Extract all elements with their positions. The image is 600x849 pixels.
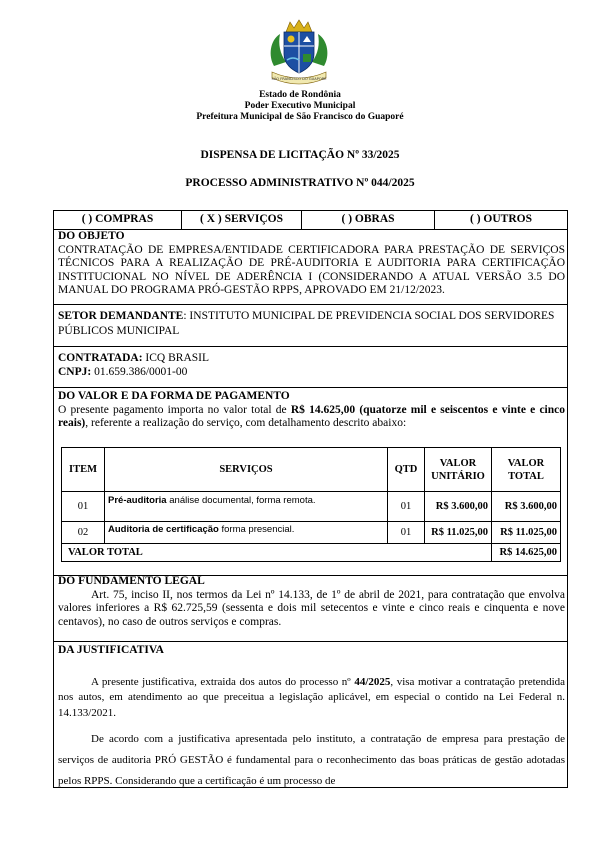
- cnpj-label: CNPJ:: [58, 365, 92, 378]
- cell-total: R$ 11.025,00: [492, 522, 561, 544]
- cell-qtd: 01: [388, 492, 425, 522]
- setor-label: SETOR DEMANDANTE: [58, 310, 184, 322]
- col-qtd-header: QTD: [388, 448, 425, 492]
- col-total-header: VALOR TOTAL: [492, 448, 561, 492]
- divider: [54, 346, 567, 347]
- option-compras: ( ) COMPRAS: [54, 211, 182, 230]
- fundamento-heading: DO FUNDAMENTO LEGAL: [58, 575, 205, 587]
- setor-value: : INSTITUTO MUNICIPAL DE PREVIDENCIA SOCIAL DOS SERVIDORES PÚBLICOS MUNICIPAL: [58, 310, 555, 337]
- objeto-section: [58, 230, 565, 298]
- cell-item: 01: [62, 492, 105, 522]
- power-line: Poder Executivo Municipal: [244, 101, 356, 111]
- valor-heading: DO VALOR E DA FORMA DE PAGAMENTO: [58, 390, 290, 402]
- contratada-label: CONTRATADA:: [58, 352, 143, 364]
- valor-text-a: O presente pagamento importa no valor total de: [58, 403, 291, 416]
- justificativa-p2: De acordo com a justificativa apresentada pelo instituto, a contratação de empresa para prestação de serviços de auditoria PRÓ GESTÃO é fundamental para o reconhecimento das boas práticas de gestão adotadas pelos RPPS. Considerando que a certificação é um processo de: [58, 733, 565, 787]
- valor-section: [58, 390, 565, 431]
- p1-process-number: 44/2025: [354, 675, 391, 688]
- setor-section: [58, 309, 565, 339]
- table-row: [62, 522, 561, 544]
- objeto-heading: DO OBJETO: [58, 230, 125, 242]
- cell-qtd: 01: [388, 522, 425, 544]
- valor-text-c: , referente a realização do serviço, com detalhamento descrito abaixo:: [85, 417, 407, 429]
- service-desc: análise documental, forma remota.: [166, 495, 316, 506]
- divider: [54, 641, 567, 642]
- contratada-section: [58, 352, 565, 379]
- document-frame: [53, 210, 568, 788]
- option-servicos: ( X ) SERVIÇOS: [182, 211, 302, 230]
- objeto-text: CONTRATAÇÃO DE EMPRESA/ENTIDADE CERTIFICADORA PARA PRESTAÇÃO DE SERVIÇOS TÉCNICOS PARA A REALIZAÇÃO DE PRÉ-AUDITORIA E AUDITORIA PARA CERTIFICAÇÃO INSTITUCIONAL NO NÍVEL DE ADERÊNCIA I (CONSIDERANDO A ATUAL VERSÃO 3.5 DO MANUAL DO PROGRAMA PRÓ-GESTÃO RPPS, APROVADO EM 21/12/2023.: [58, 243, 565, 296]
- fundamento-text: Art. 75, inciso II, nos termos da Lei nº 14.133, de 1º de abril de 2021, para contratação que envolva valores inferiores a R$ 62.725,59 (sessenta e dois mil setecentos e vinte e cinco reais e cinquenta e nove centavos), no caso de outros serviços e compras.: [58, 588, 565, 628]
- service-desc: forma presencial.: [218, 524, 295, 535]
- cell-service: [105, 492, 388, 522]
- justificativa-p1: [58, 675, 565, 722]
- valor-text-b: R$ 14.625,00 (quatorze mil e seiscentos e vinte e cinco reais): [58, 403, 565, 429]
- col-item-header: ITEM: [62, 448, 105, 492]
- total-label: VALOR TOTAL: [62, 544, 492, 562]
- crest-banner-text: SÃO FRANCISCO DO GUAPORÉ: [271, 77, 327, 81]
- state-line: Estado de Rondônia: [259, 90, 341, 100]
- dispensa-title: DISPENSA DE LICITAÇÃO Nº 33/2025: [200, 149, 400, 161]
- table-row: [62, 492, 561, 522]
- total-value: R$ 14.625,00: [492, 544, 561, 562]
- cnpj-value: 01.659.386/0001-00: [91, 365, 188, 378]
- table-header-row: [62, 448, 561, 492]
- cell-total: R$ 3.600,00: [492, 492, 561, 522]
- col-unit-header: VALOR UNITÁRIO: [425, 448, 492, 492]
- fundamento-section: [58, 575, 565, 629]
- justificativa-heading: DA JUSTIFICATIVA: [58, 644, 164, 656]
- city-hall-line: Prefeitura Municipal de São Francisco do Guaporé: [196, 112, 404, 122]
- cell-item: 02: [62, 522, 105, 544]
- p1-text-c: , visa motivar a contratação pretendida nos autos, em atendimento ao que preceitua a legislação aplicável, em especial o contido na Lei Federal n. 14.133/2021.: [58, 675, 566, 719]
- p1-text-a: A presente justificativa, extraida dos autos do processo nº: [91, 675, 355, 688]
- services-table: [61, 447, 561, 562]
- option-obras: ( ) OBRAS: [302, 211, 435, 230]
- option-outros: ( ) OUTROS: [470, 213, 532, 225]
- service-name: Pré-auditoria: [108, 495, 167, 506]
- processo-title: PROCESSO ADMINISTRATIVO Nº 044/2025: [185, 177, 415, 189]
- justificativa-section: [58, 644, 565, 792]
- table-total-row: [62, 544, 561, 562]
- municipal-crest-icon: [266, 18, 332, 86]
- cell-unit: R$ 3.600,00: [425, 492, 492, 522]
- col-servicos-header: SERVIÇOS: [105, 448, 388, 492]
- cell-unit: R$ 11.025,00: [425, 522, 492, 544]
- divider: [54, 387, 567, 388]
- divider: [54, 304, 567, 305]
- cell-service: [105, 522, 388, 544]
- service-name: Auditoria de certificação: [108, 524, 219, 535]
- category-options: [54, 211, 567, 230]
- contratada-value: ICQ BRASIL: [142, 352, 209, 364]
